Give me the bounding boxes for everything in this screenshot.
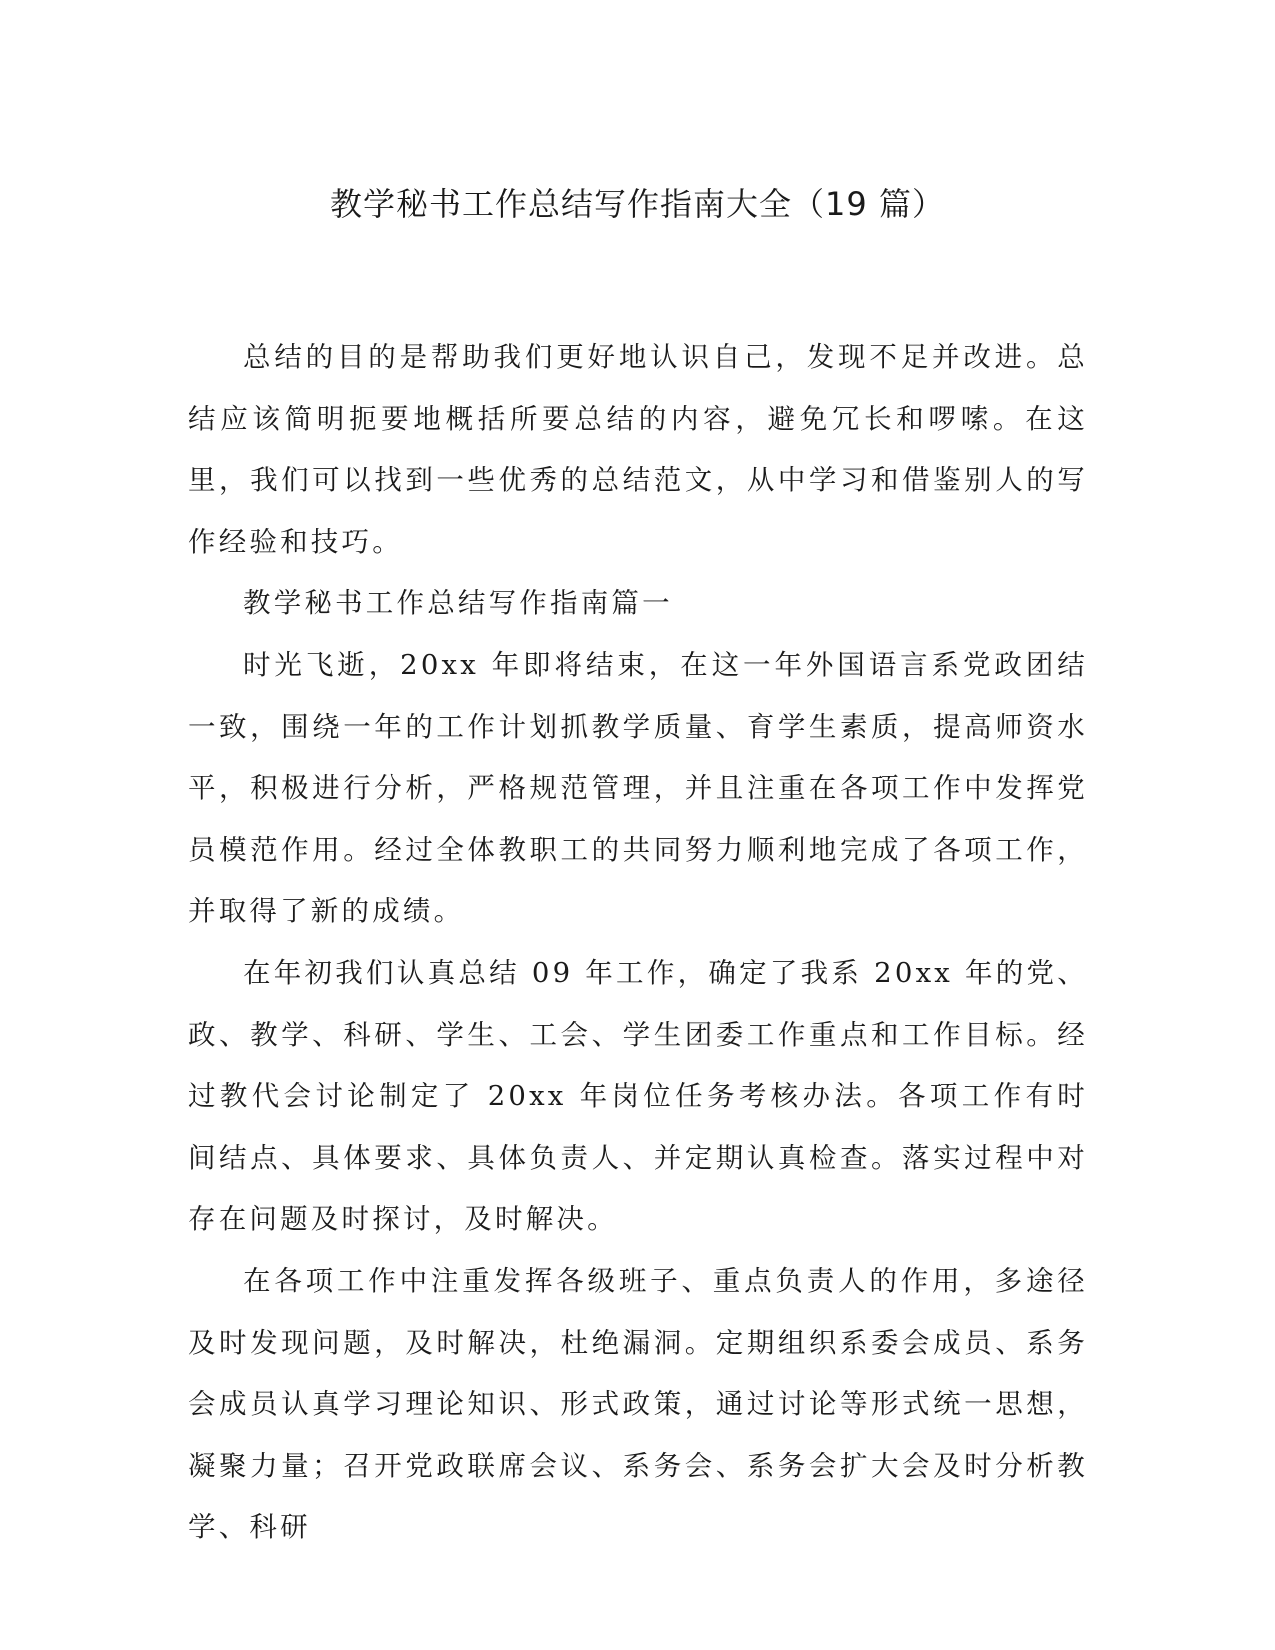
body-paragraph: 在各项工作中注重发挥各级班子、重点负责人的作用，多途径及时发现问题，及时解决，杜绝漏洞。定期组织系委会成员、系务会成员认真学习理论知识、形式政策，通过讨论等形式统一思想，凝聚力量；召开党政联席会议、系务会、系务会扩大会及时分析教学、科研 bbox=[188, 1264, 1088, 1544]
document-title: 教学秘书工作总结写作指南大全（19 篇） bbox=[330, 185, 945, 223]
section-heading: 教学秘书工作总结写作指南篇一 bbox=[243, 587, 673, 620]
body-paragraph: 时光飞逝，20xx 年即将结束，在这一年外国语言系党政团结一致，围绕一年的工作计划抓教学质量、育学生素质，提高师资水平，积极进行分析，严格规范管理，并且注重在各项工作中发挥党员模范作用。经过全体教职工的共同努力顺利地完成了各项工作，并取得了新的成绩。 bbox=[188, 648, 1088, 928]
document-body bbox=[188, 327, 1088, 1559]
body-paragraph: 在年初我们认真总结 09 年工作，确定了我系 20xx 年的党、政、教学、科研、学生、工会、学生团委工作重点和工作目标。经过教代会讨论制定了 20xx 年岗位任务考核办法。各项工作有时间结点、具体要求、具体负责人、并定期认真检查。落实过程中对存在问题及时探讨，及时解决。 bbox=[188, 956, 1088, 1236]
intro-paragraph: 总结的目的是帮助我们更好地认识自己，发现不足并改进。总结应该简明扼要地概括所要总结的内容，避免冗长和啰嗦。在这里，我们可以找到一些优秀的总结范文，从中学习和借鉴别人的写作经验和技巧。 bbox=[188, 341, 1088, 558]
